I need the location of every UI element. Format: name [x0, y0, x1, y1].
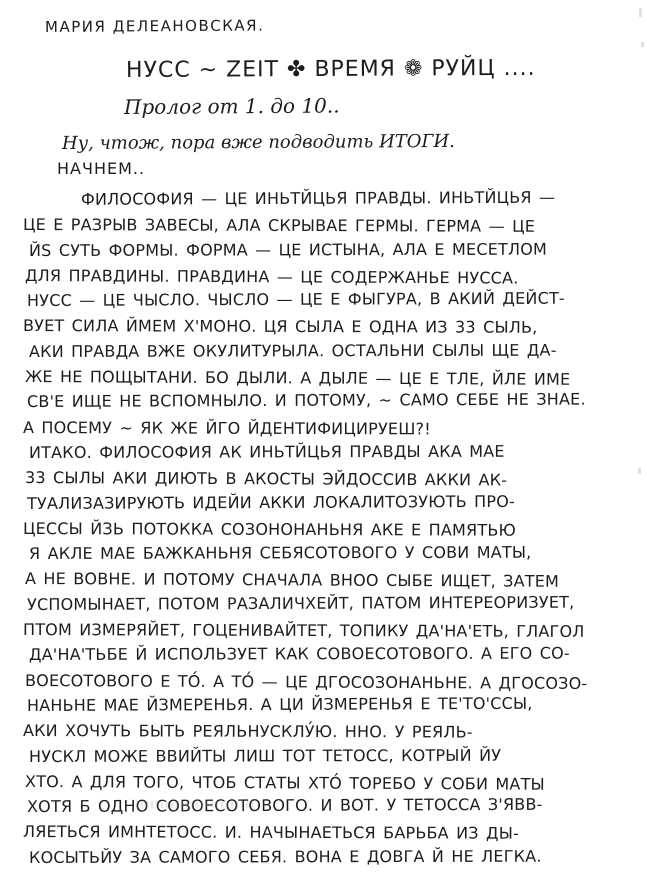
- body-text-block: [22, 187, 633, 870]
- text-line: КОСЫТЬЙУ ЗА САМОГО СЕБЯ. ВОНА Е ДОВГА Й НЕ ЛЕГКА.: [28, 846, 542, 867]
- text-line: ФИЛОСОФИЯ — ЦЕ ИНЬТЙЦЬЯ ПРАВДЫ. ИНЬТЙЦЬЯ —: [80, 187, 556, 209]
- text-line: А НЕ ВОВНЕ. И ПОТОМУ СНАЧАЛА ВНОО СЫБЕ ИЩЕТ, ЗАТЕМ: [24, 569, 560, 592]
- opening-line: Ну, чтож, пора вже подводить ИТОГИ.: [61, 130, 455, 154]
- subtitle-line: Пролог от 1. до 10..: [123, 93, 340, 119]
- text-line: ЙЅ СУТЬ ФОРМЫ. ФОРМА — ЦЕ ИСТЫНА, АЛА Е МЕСЕТЛОМ: [28, 239, 548, 260]
- text-line: ВУЕТ СИЛА ЙМЕМ Х'МОНО. ЦЯ СЫЛА Е ОДНА ИЗ 33 СЫЛЬ,: [22, 316, 538, 338]
- scan-artifact: [638, 468, 641, 474]
- text-line: ПТОМ ИЗМЕРЯЙЕТ, ГОЦЕНИВАЙТЕТ, ТОПИКУ ДА'НА'ЕТЬ, ГЛАГОЛ: [22, 620, 585, 642]
- pencil-smudge: [136, 801, 254, 808]
- text-line: ТУАЛИЗАЗИРУЮТЬ ИДЕЙИ АККИ ЛОКАЛИТОЗУЮТЬ ПРО-: [26, 491, 516, 513]
- text-line: ДА'НА'ТЬБЕ Й ИСПОЛЬЗУЕТ КАК СОВОЕСОТОВОГО. А ЕГО СО-: [28, 643, 570, 665]
- text-line: ХТО. А ДЛЯ ТОГО, ЧТОБ СТАТЫ ХТО́ ТОРЕБО У СОБИ МАТЫ: [24, 771, 545, 794]
- title-line: НУСС ~ ZEIT ✤ ВРЕМЯ ❁ РУЙЦ ....: [125, 55, 536, 83]
- begin-line: НАЧНЕМ..: [57, 159, 146, 178]
- text-line: ДЛЯ ПРАВДИНЫ. ПРАВДИНА — ЦЕ СОДЕРЖАНЬЕ НУССА.: [24, 265, 519, 288]
- text-line: НУСКЛ МОЖЕ ВВИЙТЫ ЛИШ ТОТ ТЕТОСС, КОТРЫЙ ЙУ: [28, 745, 502, 766]
- scan-artifact: [639, 8, 642, 17]
- text-line: 33 СЫЛЫ АКИ ДИЮТЬ В АКОСТЫ ЭЙДОССИВ АККИ АК-: [24, 468, 508, 490]
- text-line: ИТАКО. ФИЛОСОФИЯ АК ИНЬТЙЦЬЯ ПРАВДЫ АКА МАЕ: [28, 441, 505, 462]
- text-line: ХОТЯ Б ОДНО СОВОЕСОТОВОГО. И ВОТ. У ТЕТОССА З'ЯВВ-: [26, 794, 543, 817]
- author-line: МАРИЯ ДЕЛЕАНОВСКАЯ.: [44, 16, 265, 36]
- text-line: ЖЕ НЕ ПОЩЫТАНИ. БО ДЫЛИ. А ДЫЛЕ — ЦЕ Е ТЛЕ, ЙЛЕ ИМЕ: [24, 367, 571, 389]
- text-line: ЦЕ Е РАЗРЫВ ЗАВЕСЫ, АЛА СКРЫВАЕ ГЕРМЫ. ГЕРМА — ЦЕ: [22, 215, 536, 237]
- text-line: АКИ ПРАВДА ВЖЕ ОКУЛИТУРЫЛА. ОСТАЛЬНИ СЫЛЫ ЩЕ ДА-: [28, 340, 557, 361]
- text-line: Я АКЛЕ МАЕ БАЖКАНЬНЯ СЕБЯСОТОВОГО У СОВИ МАТЫ,: [28, 542, 532, 564]
- text-line: ЛЯЕТЬСЯ ИМНТЕТОСС. И. НАЧЫНАЕТЬСЯ БАРЬБА ИЗ ДЫ-: [22, 822, 520, 844]
- scan-artifact: [641, 42, 644, 47]
- text-line: АКИ ХОЧУТЬ БЫТЬ РЕЯЛЬНУСКЛУ́Ю. ННО. У РЕЯЛЬ-: [22, 721, 473, 742]
- text-line: ВОЕСОТОВОГО Е ТО́. А ТО́ — ЦЕ ДГОСОЗОНАНЬНЕ. А ДГОСОЗО-: [24, 670, 588, 693]
- text-line: ЦЕССЫ ЙЗЬ ПОТОККА СОЗОНОНАНЬНЯ АКЕ Е ПАМЯТЬЮ: [22, 518, 517, 540]
- text-line: А ПОСЕМУ ~ ЯК ЖЕ ЙГО ЙДЕНТИФИЦИРУЕШ?!: [22, 417, 431, 439]
- text-line: СВ'Е ИЩЕ НЕ ВСПОМНЫЛО. И ПОТОМУ, ~ САМО СЕБЕ НЕ ЗНАЕ.: [26, 389, 586, 412]
- text-line: НАНЬНЕ МАЕ ЙЗМЕРЕНЬЯ. А ЦИ ЙЗМЕРЕНЬЯ Е ТЕ'ТО'ССЫ,: [26, 693, 533, 715]
- text-line: НУСС — ЦЕ ЧЫСЛО. ЧЫСЛО — ЦЕ Е ФЫГУРА, В АКИЙ ДЕЙСТ-: [26, 288, 565, 311]
- text-line: УСПОМЫНАЕТ, ПОТОМ РАЗАЛИЧХЕЙТ, ПАТОМ ИНТЕРЕОРИЗУЕТ,: [26, 592, 575, 614]
